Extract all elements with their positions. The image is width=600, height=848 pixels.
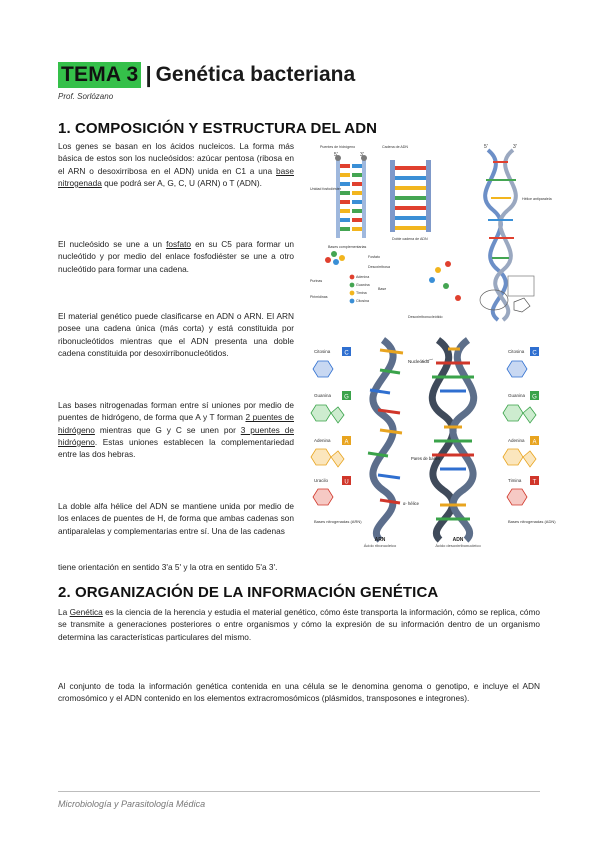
s1-paragraph-5: La doble alfa hélice del ADN se mantiene unida por medio de los enlaces de puentes de H, de forma que ambas cadenas son antiparalelas y complementarias entre sí. Una de las cadenas: [58, 501, 294, 536]
tema-label: TEMA 3: [58, 62, 141, 88]
title-text: Genética bacteriana: [155, 63, 356, 86]
section1-heading: 1. COMPOSICIÓN Y ESTRUCTURA DEL ADN: [58, 120, 378, 137]
s1-paragraph-1: Los genes se basan en los ácidos nucleicos. La forma más básica de estos son los nucleósidos: azúcar pentosa (ribosa en el ARN o desoxirribosa en el ADN) unida en C1 a una base nitrogenada que podrá ser A, G, C, U (ARN) o T (ADN).: [58, 141, 294, 188]
dna-base-label: Timina: [508, 478, 522, 483]
rna-base-label: Uracilo: [314, 478, 329, 483]
title-separator: |: [145, 62, 152, 87]
rna-dna-figure: [308, 335, 556, 550]
rna-title: ARN: [374, 537, 386, 543]
dna-base-letter: G: [532, 394, 537, 401]
footer-text: Microbiología y Parasitología Médica: [58, 799, 206, 809]
fig1-label: Desoxirribosa: [368, 265, 390, 269]
fig1-label: Base: [378, 287, 387, 291]
helix-label: α- hélice: [403, 501, 419, 506]
fig1-end-label: 3': [513, 144, 517, 150]
fig1-label: Purinas: [310, 279, 323, 283]
dna-base-letter: A: [532, 439, 537, 446]
rna-base-label: Guanina: [314, 393, 332, 398]
dna-title: ADN: [452, 537, 464, 543]
dna-base-label: Guanina: [508, 393, 526, 398]
nucleotide-label: Nucleótido: [408, 359, 430, 364]
dna-base-letter: T: [532, 479, 537, 486]
fig1-label: Desoxirribonucleótido: [408, 315, 443, 319]
fig1-label: Adenina: [356, 275, 370, 279]
fig1-label: Bases complementarias: [328, 245, 367, 249]
dna-structure-figure: [308, 140, 552, 325]
s1-paragraph-3: El material genético puede clasificarse en ADN o ARN. El ARN posee una cadena única (más corta) y está constituida por ribonucleótidos mientras que el ADN presenta una doble cadena constituida por desoxirribonucleótidos.: [58, 311, 294, 358]
section2-heading: 2. ORGANIZACIÓN DE LA INFORMACIÓN GENÉTICA: [58, 584, 439, 601]
fig1-label: Puentes de hidrógeno: [320, 145, 356, 149]
dna-base-letter: C: [532, 350, 537, 357]
dna-base-label: Adenina: [508, 438, 525, 443]
s1-paragraph-4: Las bases nitrogenadas forman entre sí uniones por medio de puentes de hidrógeno, de forma que A y T forman 2 puentes de hidrógeno mientras que G y C se unen por 3 puentes de hidrógeno. Estas uniones establecen la complementariedad entre las dos hebras.: [58, 400, 295, 460]
rna-base-letter: C: [344, 350, 349, 357]
fig1-label: Pirimidinas: [310, 295, 328, 299]
fig1-label: Guanina: [356, 283, 370, 287]
dna-base-label: Citosina: [508, 349, 525, 354]
dna-subtitle: Ácido desoxirribonucleico: [435, 543, 481, 548]
footer-divider: [58, 791, 540, 792]
rna-base-letter: U: [344, 479, 349, 486]
fig1-label: Unidad fosfodiéster: [310, 187, 341, 191]
fig1-end-label: 3': [360, 152, 364, 158]
pairs-label: Pares de bases: [411, 456, 441, 461]
rna-base-label: Citosina: [314, 349, 331, 354]
rna-base-letter: G: [344, 394, 349, 401]
fig1-label: Doble cadena de ADN: [392, 237, 428, 241]
s1-paragraph-5-tail: tiene orientación en sentido 3'a 5' y la otra en sentido 5'a 3'.: [58, 562, 278, 572]
fig1-label: Cadena de ADN: [382, 145, 408, 149]
rna-base-label: Adenina: [314, 438, 331, 443]
dna-footer: Bases nitrogenadas (ADN): [508, 519, 556, 524]
rna-base-letter: A: [344, 439, 349, 446]
rna-subtitle: Ácido ribonucleico: [363, 543, 397, 548]
author: Prof. Sorlózano: [58, 92, 114, 101]
fig1-label: Timina: [356, 291, 367, 295]
fig1-end-label: 5': [484, 144, 488, 150]
fig1-label: Citosina: [356, 299, 369, 303]
rna-footer: Bases nitrogenadas (ARN): [314, 519, 362, 524]
page-title: [58, 62, 355, 88]
fig1-end-label: 5': [334, 152, 338, 158]
s1-paragraph-2: El nucleósido se une a un fosfato en su C5 para formar un nucleótido y por medio del enlace fosfodiéster se une a otro nucleótido para formar una cadena.: [58, 239, 295, 274]
s2-paragraph-1: La Genética es la ciencia de la herencia y estudia el material genético, cómo éste transporta la información, cómo se replica, cómo se transmite a generaciones posteriores o entre organismos y cómo la expresión de su información dentro de un organismo determina las características particulares del mismo.: [58, 607, 540, 642]
fig1-label: Fosfato: [368, 255, 380, 259]
s2-paragraph-2: Al conjunto de toda la información genética contenida en una célula se le denomina genoma o genotipo, e incluye el ADN cromosómico y el ADN contenido en los elementos extracromosómicos (plásmidos, transposones e integrones).: [58, 681, 540, 704]
fig1-label: Hélice antiparalela: [522, 197, 552, 201]
